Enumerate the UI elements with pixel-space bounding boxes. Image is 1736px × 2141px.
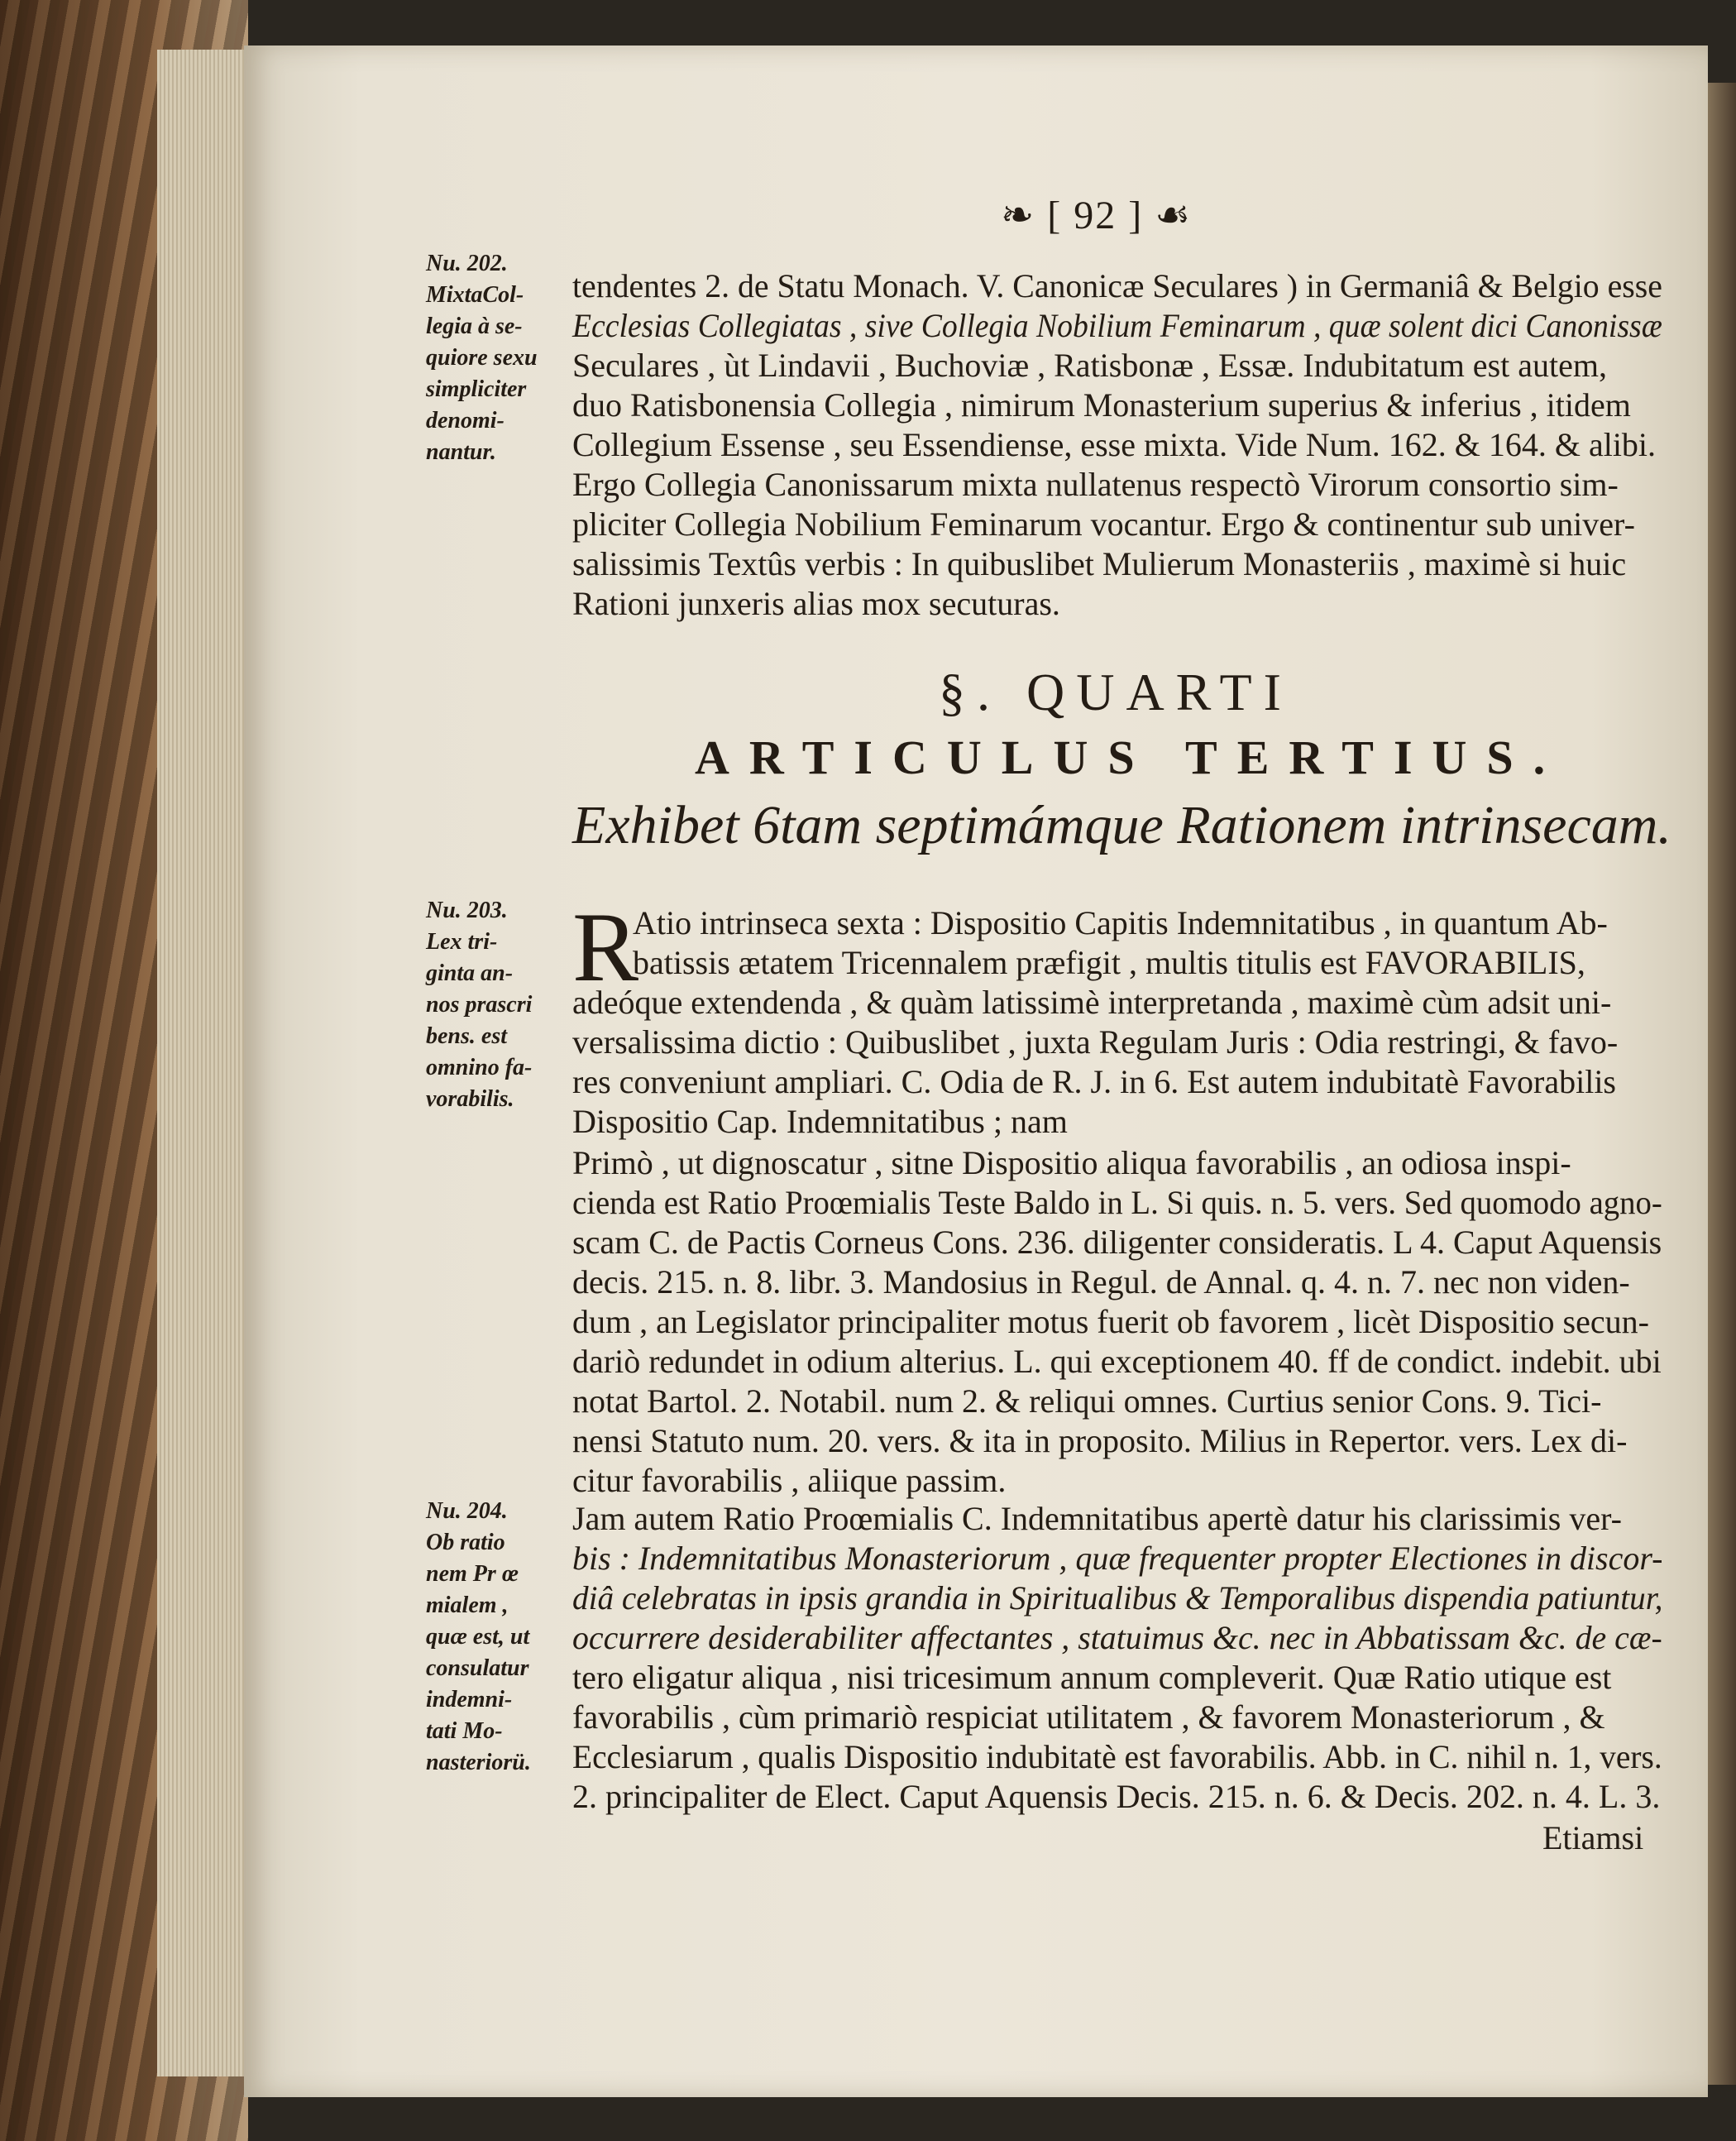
text-line: tero eligatur aliqua , nisi tricesimum annum compleverit. Quæ Ratio utique est	[572, 1659, 1612, 1696]
page-number: [ 92 ]	[1047, 194, 1144, 237]
margin-note-line: denomi-	[426, 408, 505, 433]
page-edges	[157, 50, 248, 2076]
text-line: citur favorabilis , aliique passim.	[572, 1462, 1007, 1499]
text-line: Ecclesias Collegiatas , sive Collegia Nobilium Feminarum , quæ solent dici Canonissæ	[572, 307, 1662, 344]
text-line: batissis ætatem Tricennalem præfigit , multis titulis est FAVORABILIS,	[633, 944, 1585, 981]
text-line: nensi Statuto num. 20. vers. & ita in proposito. Milius in Repertor. vers. Lex di-	[572, 1422, 1628, 1459]
margin-note-line: consulatur	[426, 1655, 529, 1681]
text-line: Rationi junxeris alias mox secuturas.	[572, 585, 1060, 622]
text-line: decis. 215. n. 8. libr. 3. Mandosius in Regul. de Annal. q. 4. n. 7. nec non viden-	[572, 1263, 1630, 1300]
text-line: Ecclesiarum , qualis Dispositio indubitatè est favorabilis. Abb. in C. nihil n. 1, vers.	[572, 1738, 1662, 1775]
ornament-left-icon: ❧	[1001, 194, 1048, 237]
text-line: Primò , ut dignoscatur , sitne Dispositio aliqua favorabilis , an odiosa inspi-	[572, 1144, 1571, 1181]
margin-note-line: simpliciter	[426, 376, 527, 402]
text-line: dum , an Legislator principaliter motus fuerit ob favorem , licèt Dispositio secun-	[572, 1303, 1649, 1340]
text-line: Seculares , ùt Lindavii , Buchoviæ , Ratisbonæ , Essæ. Indubitatum est autem,	[572, 347, 1607, 384]
text-line: favorabilis , cùm primariò respiciat utilitatem , & favorem Monasteriorum , &	[572, 1698, 1605, 1736]
text-line: res conveniunt ampliari. C. Odia de R. J. in 6. Est autem indubitatè Favorabilis	[572, 1063, 1616, 1100]
margin-note-line: bens. est	[426, 1023, 507, 1049]
text-line: versalissima dictio : Quibuslibet , juxta Regulam Juris : Odia restringi, & favo-	[572, 1023, 1619, 1061]
margin-note-line: nem Pr œ	[426, 1561, 519, 1587]
text-line: pliciter Collegia Nobilium Feminarum vocantur. Ergo & continentur sub univer-	[572, 505, 1635, 543]
margin-note-line: nasteriorü.	[426, 1750, 531, 1775]
text-line: Ergo Collegia Canonissarum mixta nullatenus respectò Virorum consortio sim-	[572, 466, 1619, 503]
margin-note-line: ginta an-	[426, 960, 514, 986]
margin-note-line: mialem ,	[426, 1593, 509, 1618]
ornament-right-icon: ☙	[1143, 194, 1193, 237]
margin-note-line: quiore sexu	[426, 345, 538, 371]
text-line: scam C. de Pactis Corneus Cons. 236. diligenter consideratis. L 4. Caput Aquensis	[572, 1224, 1662, 1261]
margin-note-line: MixtaCol-	[426, 282, 524, 308]
text-line: Dispositio Cap. Indemnitatibus ; nam	[572, 1103, 1068, 1140]
text-line: bis : Indemnitatibus Monasteriorum , quæ frequenter propter Electiones in discor-	[572, 1540, 1663, 1577]
text-line: Atio intrinseca sexta : Dispositio Capitis Indemnitatibus , in quantum Ab-	[633, 904, 1608, 941]
article-heading: ARTICULUS TERTIUS.	[695, 730, 1566, 784]
margin-note-line: Nu. 204.	[426, 1498, 508, 1524]
drop-cap: R	[572, 892, 639, 1002]
margin-note-line: nantur.	[426, 439, 496, 465]
page-header	[1001, 192, 1192, 238]
text-line: dariò redundet in odium alterius. L. qui exceptionem 40. ff de condict. indebit. ubi	[572, 1343, 1662, 1380]
text-line: cienda est Ratio Proœmialis Teste Baldo in L. Si quis. n. 5. vers. Sed quomodo agno-	[572, 1184, 1662, 1221]
margin-note-line: Nu. 202.	[426, 251, 508, 276]
text-line: salissimis Textûs verbis : In quibuslibet Mulierum Monasteriis , maximè si huic	[572, 545, 1627, 582]
article-subtitle: Exhibet 6tam septimámque Rationem intrinsecam.	[572, 795, 1671, 855]
margin-note-line: nos prascri	[426, 992, 533, 1018]
margin-note-line: quæ est, ut	[426, 1624, 530, 1650]
margin-note-line: Nu. 203.	[426, 898, 508, 923]
margin-note-line: omnino fa-	[426, 1055, 533, 1080]
margin-note-line: Ob ratio	[426, 1530, 505, 1555]
section-heading: §. QUARTI	[939, 663, 1293, 721]
text-line: diâ celebratas in ipsis grandia in Spiritualibus & Temporalibus dispendia patiuntur,	[572, 1579, 1663, 1617]
text-line: Collegium Essense , seu Essendiense, esse mixta. Vide Num. 162. & 164. & alibi.	[572, 426, 1657, 463]
catchword: Etiamsi	[1542, 1819, 1644, 1856]
text-line: duo Ratisbonensia Collegia , nimirum Monasterium superius & inferius , itidem	[572, 386, 1631, 424]
margin-note-line: legia à se-	[426, 314, 523, 339]
text-line: 2. principaliter de Elect. Caput Aquensis Decis. 215. n. 6. & Decis. 202. n. 4. L. 3.	[572, 1778, 1661, 1815]
text-line: Jam autem Ratio Proœmialis C. Indemnitatibus apertè datur his clarissimis ver-	[572, 1500, 1622, 1537]
margin-note-line: indemni-	[426, 1687, 513, 1712]
text-line: occurrere desiderabiliter affectantes , statuimus &c. nec in Abbatissam &c. de cæ-	[572, 1619, 1662, 1656]
margin-note-line: tati Mo-	[426, 1718, 503, 1744]
text-line: tendentes 2. de Statu Monach. V. Canonicæ Seculares ) in Germaniâ & Belgio esse	[572, 267, 1662, 304]
margin-note-line: vorabilis.	[426, 1086, 514, 1112]
margin-note-line: Lex tri-	[426, 929, 498, 955]
text-line: notat Bartol. 2. Notabil. num 2. & reliqui omnes. Curtius senior Cons. 9. Tici-	[572, 1382, 1602, 1420]
text-line: adeóque extendenda , & quàm latissimè interpretanda , maximè cùm adsit uni-	[572, 984, 1612, 1021]
